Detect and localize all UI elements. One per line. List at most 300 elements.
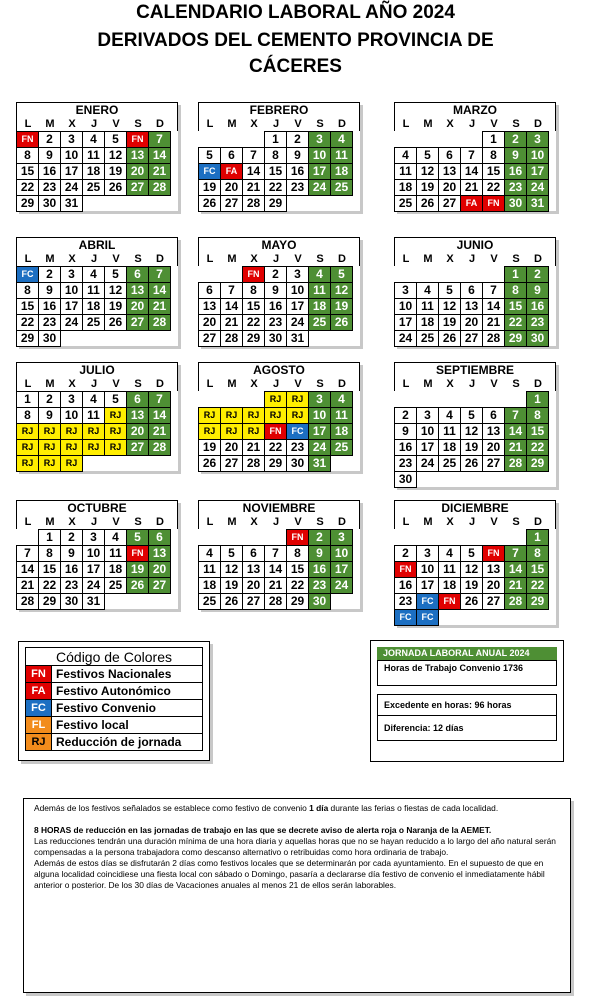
day-cell: 20 [220, 179, 243, 196]
day-cell: 23 [394, 593, 417, 610]
day-cell: 4 [330, 131, 353, 148]
day-cell: 14 [482, 298, 505, 315]
day-cell: 25 [82, 314, 105, 331]
day-cell: 13 [126, 147, 149, 164]
day-cell: 25 [82, 179, 105, 196]
day-cell: 25 [416, 330, 439, 347]
day-grid [198, 391, 352, 471]
day-cell: 31 [308, 455, 331, 472]
weekday-label: S [316, 516, 324, 528]
day-cell: 7 [242, 147, 265, 164]
day-cell: 18 [104, 561, 127, 578]
day-cell: RJ [198, 407, 221, 424]
day-cell: 7 [482, 282, 505, 299]
note-1-text-a: Además de los festivos señalados se establece como festivo de convenio [34, 803, 310, 813]
weekday-label: L [24, 253, 32, 265]
note-paragraph-2: 8 HORAS de reducción en las jornadas de trabajo en las que se decrete aviso de alerta roja o Naranja de la AEMET. [34, 825, 492, 835]
weekday-label: M [423, 118, 433, 130]
day-cell: 21 [148, 423, 171, 440]
day-cell: 22 [264, 439, 287, 456]
day-cell: 3 [526, 131, 549, 148]
day-cell: 30 [38, 195, 61, 212]
month-name: JULIO [16, 362, 178, 378]
weekday-label: X [68, 378, 76, 390]
day-cell: FN [286, 529, 309, 546]
day-cell: 28 [220, 330, 243, 347]
weekday-label: D [338, 378, 346, 390]
day-cell: RJ [242, 423, 265, 440]
day-cell: 17 [308, 163, 331, 180]
day-cell: 23 [504, 179, 527, 196]
weekday-header [198, 118, 360, 131]
weekday-label: D [156, 378, 164, 390]
empty-cell [16, 529, 39, 546]
day-cell: 15 [264, 163, 287, 180]
day-cell: 22 [526, 439, 549, 456]
month-name: FEBRERO [198, 102, 360, 118]
day-cell: 25 [198, 593, 221, 610]
day-cell: 11 [104, 545, 127, 562]
day-cell: 16 [394, 577, 417, 594]
day-cell: 17 [82, 561, 105, 578]
day-cell: 11 [330, 407, 353, 424]
weekday-label: V [294, 516, 302, 528]
weekday-label: X [250, 253, 258, 265]
day-cell: 14 [148, 147, 171, 164]
weekday-header [16, 378, 178, 391]
day-cell: 12 [438, 298, 461, 315]
day-cell: 9 [286, 147, 309, 164]
weekday-header [198, 378, 360, 391]
weekday-label: M [227, 378, 237, 390]
day-cell: 15 [286, 561, 309, 578]
day-cell: RJ [60, 423, 83, 440]
weekday-label: X [250, 516, 258, 528]
weekday-label: D [338, 118, 346, 130]
day-grid [16, 391, 170, 471]
day-grid [394, 266, 548, 346]
month-name: ABRIL [16, 237, 178, 253]
day-cell: 29 [286, 593, 309, 610]
day-cell: 29 [242, 330, 265, 347]
day-cell: 29 [504, 330, 527, 347]
day-cell: RJ [38, 423, 61, 440]
empty-cell [416, 391, 439, 408]
day-cell: 14 [148, 282, 171, 299]
weekday-label: V [112, 378, 120, 390]
day-cell: 18 [330, 163, 353, 180]
weekday-label: M [423, 253, 433, 265]
empty-cell [220, 529, 243, 546]
day-cell: 3 [308, 131, 331, 148]
legend-code-fl: FL [26, 717, 52, 733]
day-cell: 31 [82, 593, 105, 610]
day-cell: 21 [148, 163, 171, 180]
day-cell: 19 [416, 179, 439, 196]
day-cell: 24 [286, 314, 309, 331]
empty-cell [504, 391, 527, 408]
day-cell: RJ [264, 407, 287, 424]
day-cell: RJ [16, 455, 39, 472]
day-cell: 14 [148, 407, 171, 424]
weekday-label: S [512, 118, 520, 130]
month-name: ENERO [16, 102, 178, 118]
day-cell: 25 [438, 455, 461, 472]
weekday-header [198, 516, 360, 529]
day-cell: 21 [16, 577, 39, 594]
day-cell: 2 [394, 407, 417, 424]
day-cell: 11 [82, 407, 105, 424]
day-cell: 27 [148, 577, 171, 594]
month-enero [16, 102, 178, 211]
day-cell: RJ [220, 423, 243, 440]
day-cell: 2 [38, 131, 61, 148]
day-cell: 1 [38, 529, 61, 546]
day-cell: 24 [60, 314, 83, 331]
day-cell: FN [242, 266, 265, 283]
day-cell: 26 [330, 314, 353, 331]
day-cell: 30 [308, 593, 331, 610]
day-cell: RJ [104, 407, 127, 424]
day-grid [16, 131, 170, 211]
day-cell: 13 [126, 407, 149, 424]
day-cell: 17 [286, 298, 309, 315]
day-cell: 18 [82, 163, 105, 180]
day-cell: FC [416, 593, 439, 610]
day-cell: 4 [104, 529, 127, 546]
title-line-1: CALENDARIO LABORAL AÑO 2024 [136, 2, 455, 23]
day-cell: 30 [286, 455, 309, 472]
day-cell: 30 [394, 471, 417, 488]
day-cell: 24 [330, 577, 353, 594]
day-cell: 3 [60, 266, 83, 283]
weekday-label: S [134, 378, 142, 390]
empty-cell [242, 131, 265, 148]
legend-code-fc: FC [26, 700, 52, 716]
day-cell: 20 [126, 298, 149, 315]
weekday-label: D [156, 516, 164, 528]
day-cell: 23 [286, 439, 309, 456]
day-cell: 11 [438, 561, 461, 578]
day-cell: 7 [504, 545, 527, 562]
day-cell: 5 [220, 545, 243, 562]
day-cell: 16 [60, 561, 83, 578]
month-agosto [198, 362, 360, 471]
day-cell: 23 [38, 314, 61, 331]
month-septiembre [394, 362, 556, 487]
weekday-label: J [90, 118, 98, 130]
weekday-label: M [423, 516, 433, 528]
day-cell: 6 [126, 391, 149, 408]
title-line-3: CÁCERES [249, 56, 342, 77]
month-abril [16, 237, 178, 346]
day-cell: 5 [416, 147, 439, 164]
day-cell: 19 [460, 577, 483, 594]
weekday-label: M [45, 516, 55, 528]
weekday-header [394, 378, 556, 391]
day-cell: RJ [38, 439, 61, 456]
day-cell: 17 [60, 298, 83, 315]
weekday-label: J [272, 118, 280, 130]
day-cell: 26 [460, 455, 483, 472]
empty-cell [198, 266, 221, 283]
day-cell: RJ [198, 423, 221, 440]
day-cell: 13 [438, 163, 461, 180]
weekday-label: J [272, 253, 280, 265]
day-cell: 11 [330, 147, 353, 164]
weekday-label: X [68, 118, 76, 130]
day-cell: 14 [264, 561, 287, 578]
day-cell: 3 [286, 266, 309, 283]
day-cell: 27 [126, 439, 149, 456]
day-cell: 10 [308, 407, 331, 424]
day-cell: 26 [198, 455, 221, 472]
weekday-label: M [227, 118, 237, 130]
day-cell: 20 [438, 179, 461, 196]
day-cell: 31 [286, 330, 309, 347]
day-cell: 14 [460, 163, 483, 180]
day-cell: FN [126, 545, 149, 562]
day-cell: 27 [220, 195, 243, 212]
day-cell: 13 [148, 545, 171, 562]
day-cell: 18 [416, 314, 439, 331]
day-cell: 21 [504, 439, 527, 456]
weekday-label: V [294, 253, 302, 265]
day-cell: RJ [104, 439, 127, 456]
month-name: OCTUBRE [16, 500, 178, 516]
day-cell: RJ [60, 439, 83, 456]
day-cell: 22 [504, 314, 527, 331]
day-cell: 2 [286, 131, 309, 148]
day-cell: 20 [460, 314, 483, 331]
day-cell: 4 [438, 545, 461, 562]
weekday-label: M [45, 378, 55, 390]
weekday-header [198, 253, 360, 266]
day-cell: 23 [60, 577, 83, 594]
day-cell: 5 [460, 545, 483, 562]
legend-code-rj: RJ [26, 734, 52, 750]
weekday-label: V [490, 253, 498, 265]
day-cell: 24 [526, 179, 549, 196]
weekday-label: L [24, 516, 32, 528]
weekday-label: M [227, 253, 237, 265]
day-cell: 1 [16, 391, 39, 408]
day-cell: 20 [126, 423, 149, 440]
day-cell: 19 [220, 577, 243, 594]
day-cell: RJ [82, 439, 105, 456]
empty-cell [394, 529, 417, 546]
weekday-label: L [206, 253, 214, 265]
day-grid [394, 391, 548, 487]
day-cell: RJ [286, 407, 309, 424]
empty-cell [460, 391, 483, 408]
day-cell: 28 [242, 455, 265, 472]
day-cell: 8 [482, 147, 505, 164]
day-grid [198, 529, 352, 609]
day-cell: 2 [38, 266, 61, 283]
day-cell: 23 [394, 455, 417, 472]
day-cell: 26 [438, 330, 461, 347]
empty-cell [460, 131, 483, 148]
day-cell: 24 [416, 455, 439, 472]
day-cell: 21 [460, 179, 483, 196]
weekday-label: J [90, 516, 98, 528]
day-cell: 26 [104, 314, 127, 331]
day-cell: 15 [504, 298, 527, 315]
day-cell: 9 [60, 545, 83, 562]
day-cell: 4 [82, 131, 105, 148]
day-cell: 20 [482, 577, 505, 594]
day-cell: FN [394, 561, 417, 578]
weekday-label: D [338, 516, 346, 528]
day-cell: RJ [104, 423, 127, 440]
day-cell: 16 [504, 163, 527, 180]
day-cell: 6 [242, 545, 265, 562]
weekday-label: J [468, 516, 476, 528]
day-cell: 25 [104, 577, 127, 594]
weekday-label: X [250, 378, 258, 390]
day-cell: 24 [308, 439, 331, 456]
day-cell: 22 [16, 179, 39, 196]
day-cell: 23 [286, 179, 309, 196]
day-cell: 10 [82, 545, 105, 562]
weekday-label: S [134, 118, 142, 130]
weekday-label: J [468, 118, 476, 130]
day-cell: 4 [416, 282, 439, 299]
day-cell: 16 [264, 298, 287, 315]
month-name: AGOSTO [198, 362, 360, 378]
empty-cell [416, 529, 439, 546]
day-cell: 10 [526, 147, 549, 164]
day-cell: 28 [16, 593, 39, 610]
day-cell: 16 [526, 298, 549, 315]
day-cell: FC [286, 423, 309, 440]
day-cell: 3 [82, 529, 105, 546]
day-cell: 19 [330, 298, 353, 315]
day-cell: 27 [242, 593, 265, 610]
day-cell: 7 [220, 282, 243, 299]
day-cell: RJ [220, 407, 243, 424]
summary-excess: Excedente en horas: 96 horas [377, 694, 557, 716]
day-cell: 4 [82, 266, 105, 283]
day-cell: 20 [198, 314, 221, 331]
day-cell: 25 [330, 439, 353, 456]
day-cell: FA [460, 195, 483, 212]
month-febrero [198, 102, 360, 211]
day-grid [394, 529, 548, 625]
day-cell: FC [394, 609, 417, 626]
day-cell: 18 [438, 439, 461, 456]
empty-cell [460, 529, 483, 546]
day-cell: 1 [504, 266, 527, 283]
day-cell: 22 [286, 577, 309, 594]
day-cell: 13 [460, 298, 483, 315]
day-cell: 22 [264, 179, 287, 196]
legend-item-fc [25, 699, 203, 717]
day-cell: 17 [308, 423, 331, 440]
day-cell: 8 [38, 545, 61, 562]
day-cell: 18 [308, 298, 331, 315]
day-cell: 1 [526, 529, 549, 546]
weekday-label: D [338, 253, 346, 265]
day-cell: 14 [242, 163, 265, 180]
day-cell: 4 [308, 266, 331, 283]
day-cell: 21 [242, 439, 265, 456]
weekday-label: L [24, 118, 32, 130]
day-cell: 11 [198, 561, 221, 578]
summary-title: JORNADA LABORAL ANUAL 2024 [377, 647, 557, 660]
day-cell: 2 [394, 545, 417, 562]
day-cell: 3 [60, 131, 83, 148]
day-cell: RJ [264, 391, 287, 408]
weekday-label: S [512, 378, 520, 390]
empty-cell [242, 391, 265, 408]
day-cell: RJ [286, 391, 309, 408]
day-cell: 7 [148, 131, 171, 148]
day-cell: FN [482, 195, 505, 212]
summary-hours: Horas de Trabajo Convenio 1736 [377, 660, 557, 686]
weekday-label: X [68, 253, 76, 265]
day-cell: 28 [242, 195, 265, 212]
day-cell: 30 [38, 330, 61, 347]
day-cell: 22 [482, 179, 505, 196]
day-cell: FN [438, 593, 461, 610]
note-paragraph-4: Además de estos días se disfrutarán 2 días como festivos locales que se determinarán por cada ayuntamiento. En el supuesto de que en alguna localidad coincidiese una fiesta local con sábado o Domingo, pasaría a declararse día festivo de convenio el inmediatamente hábil anterior o posterior. De los 30 días de Vacaciones anuales al menos 21 de ellos serán laborables. [34, 858, 545, 890]
day-cell: 15 [526, 423, 549, 440]
day-cell: 6 [220, 147, 243, 164]
day-cell: FN [16, 131, 39, 148]
day-cell: 3 [60, 391, 83, 408]
weekday-label: S [134, 516, 142, 528]
color-legend [18, 641, 210, 761]
empty-cell [482, 529, 505, 546]
day-cell: 11 [416, 298, 439, 315]
weekday-label: L [402, 118, 410, 130]
day-cell: 26 [198, 195, 221, 212]
day-cell: 22 [16, 314, 39, 331]
day-cell: 2 [526, 266, 549, 283]
day-cell: 1 [482, 131, 505, 148]
weekday-label: S [512, 253, 520, 265]
legend-item-fl [25, 716, 203, 734]
weekday-label: S [316, 118, 324, 130]
day-cell: 27 [460, 330, 483, 347]
weekday-label: D [156, 253, 164, 265]
day-cell: 20 [220, 439, 243, 456]
day-cell: 5 [104, 391, 127, 408]
day-cell: 26 [416, 195, 439, 212]
day-cell: RJ [242, 407, 265, 424]
day-cell: 4 [82, 391, 105, 408]
month-name: SEPTIEMBRE [394, 362, 556, 378]
day-cell: 27 [482, 455, 505, 472]
day-cell: 18 [82, 298, 105, 315]
day-cell: 15 [242, 298, 265, 315]
day-cell: 25 [330, 179, 353, 196]
day-cell: 9 [264, 282, 287, 299]
empty-cell [438, 266, 461, 283]
day-cell: 19 [460, 439, 483, 456]
day-cell: RJ [16, 439, 39, 456]
day-cell: 21 [220, 314, 243, 331]
day-cell: RJ [60, 455, 83, 472]
day-grid [16, 529, 170, 609]
day-cell: 12 [416, 163, 439, 180]
day-cell: 7 [148, 266, 171, 283]
day-cell: 5 [330, 266, 353, 283]
day-cell: 13 [126, 282, 149, 299]
weekday-label: V [490, 378, 498, 390]
